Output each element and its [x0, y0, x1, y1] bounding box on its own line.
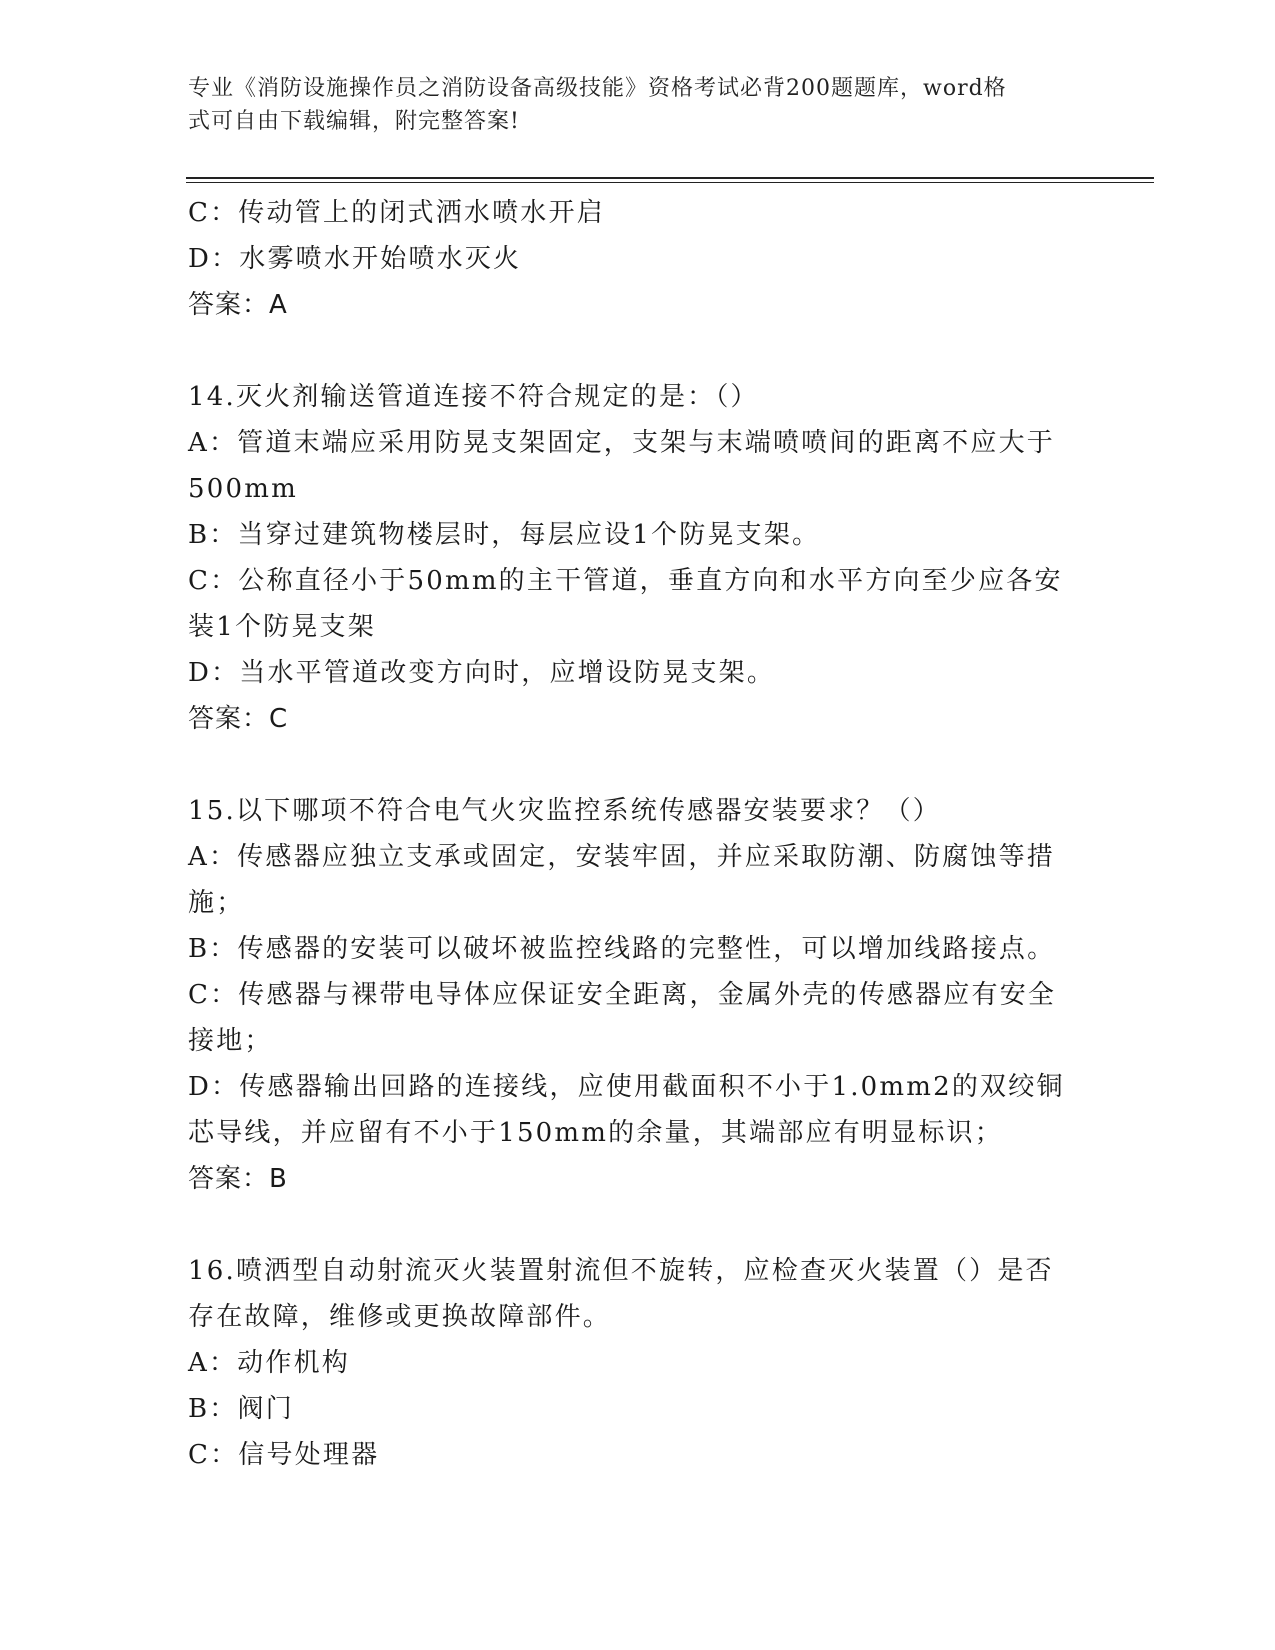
- document-header: [188, 72, 1068, 138]
- option-c: C：传感器与裸带电导体应保证安全距离，金属外壳的传感器应有安全: [188, 980, 1057, 1010]
- option-d: D：当水平管道改变方向时，应增设防晃支架。: [188, 658, 776, 688]
- question-16: [188, 1248, 1088, 1478]
- option-b: B：当穿过建筑物楼层时，每层应设1个防晃支架。: [188, 520, 821, 550]
- question-stem: 15.以下哪项不符合电气火灾监控系统传感器安装要求？（）: [188, 796, 941, 826]
- option-a-continued: 施；: [188, 888, 245, 918]
- spacer: [188, 328, 1088, 374]
- header-line-1: 专业《消防设施操作员之消防设备高级技能》资格考试必背200题题库，word格: [188, 76, 1007, 101]
- option-a: A：动作机构: [188, 1348, 350, 1378]
- option-c: C：信号处理器: [188, 1440, 380, 1470]
- header-rule-thick: [186, 177, 1154, 179]
- header-rule-thin: [186, 182, 1154, 183]
- option-b: B：阀门: [188, 1394, 294, 1424]
- answer-line: 答案：B: [188, 1164, 288, 1194]
- answer-line: 答案：C: [188, 704, 289, 734]
- option-b: B：传感器的安装可以破坏被监控线路的完整性，可以增加线路接点。: [188, 934, 1056, 964]
- option-c: C：传动管上的闭式洒水喷水开启: [188, 198, 605, 228]
- question-stem: 14.灭火剂输送管道连接不符合规定的是：（）: [188, 382, 759, 412]
- option-d: D：水雾喷水开始喷水灭火: [188, 244, 522, 274]
- option-a: A：传感器应独立支承或固定，安装牢固，并应采取防潮、防腐蚀等措: [188, 842, 1055, 872]
- question-stem-continued: 存在故障，维修或更换故障部件。: [188, 1302, 612, 1332]
- option-a: A：管道末端应采用防晃支架固定，支架与末端喷喷间的距离不应大于: [188, 428, 1055, 458]
- question-stem: 16.喷洒型自动射流灭火装置射流但不旋转，应检查灭火装置（）是否: [188, 1256, 1054, 1286]
- option-c: C：公称直径小于50mm的主干管道，垂直方向和水平方向至少应各安: [188, 566, 1063, 596]
- header-line-2: 式可自由下载编辑，附完整答案!: [188, 109, 520, 134]
- prev-question-block: [188, 190, 1088, 328]
- answer-line: 答案：A: [188, 290, 288, 320]
- spacer: [188, 1202, 1088, 1248]
- question-14: [188, 374, 1088, 742]
- option-c-continued: 装1个防晃支架: [188, 612, 376, 642]
- question-15: [188, 788, 1088, 1202]
- option-d-continued: 芯导线，并应留有不小于150mm的余量，其端部应有明显标识；: [188, 1118, 1003, 1148]
- option-d: D：传感器输出回路的连接线，应使用截面积不小于1.0mm2的双绞铜: [188, 1072, 1065, 1102]
- option-c-continued: 接地；: [188, 1026, 273, 1056]
- option-a-continued: 500mm: [188, 474, 298, 504]
- spacer: [188, 742, 1088, 788]
- question-content: [188, 190, 1088, 1478]
